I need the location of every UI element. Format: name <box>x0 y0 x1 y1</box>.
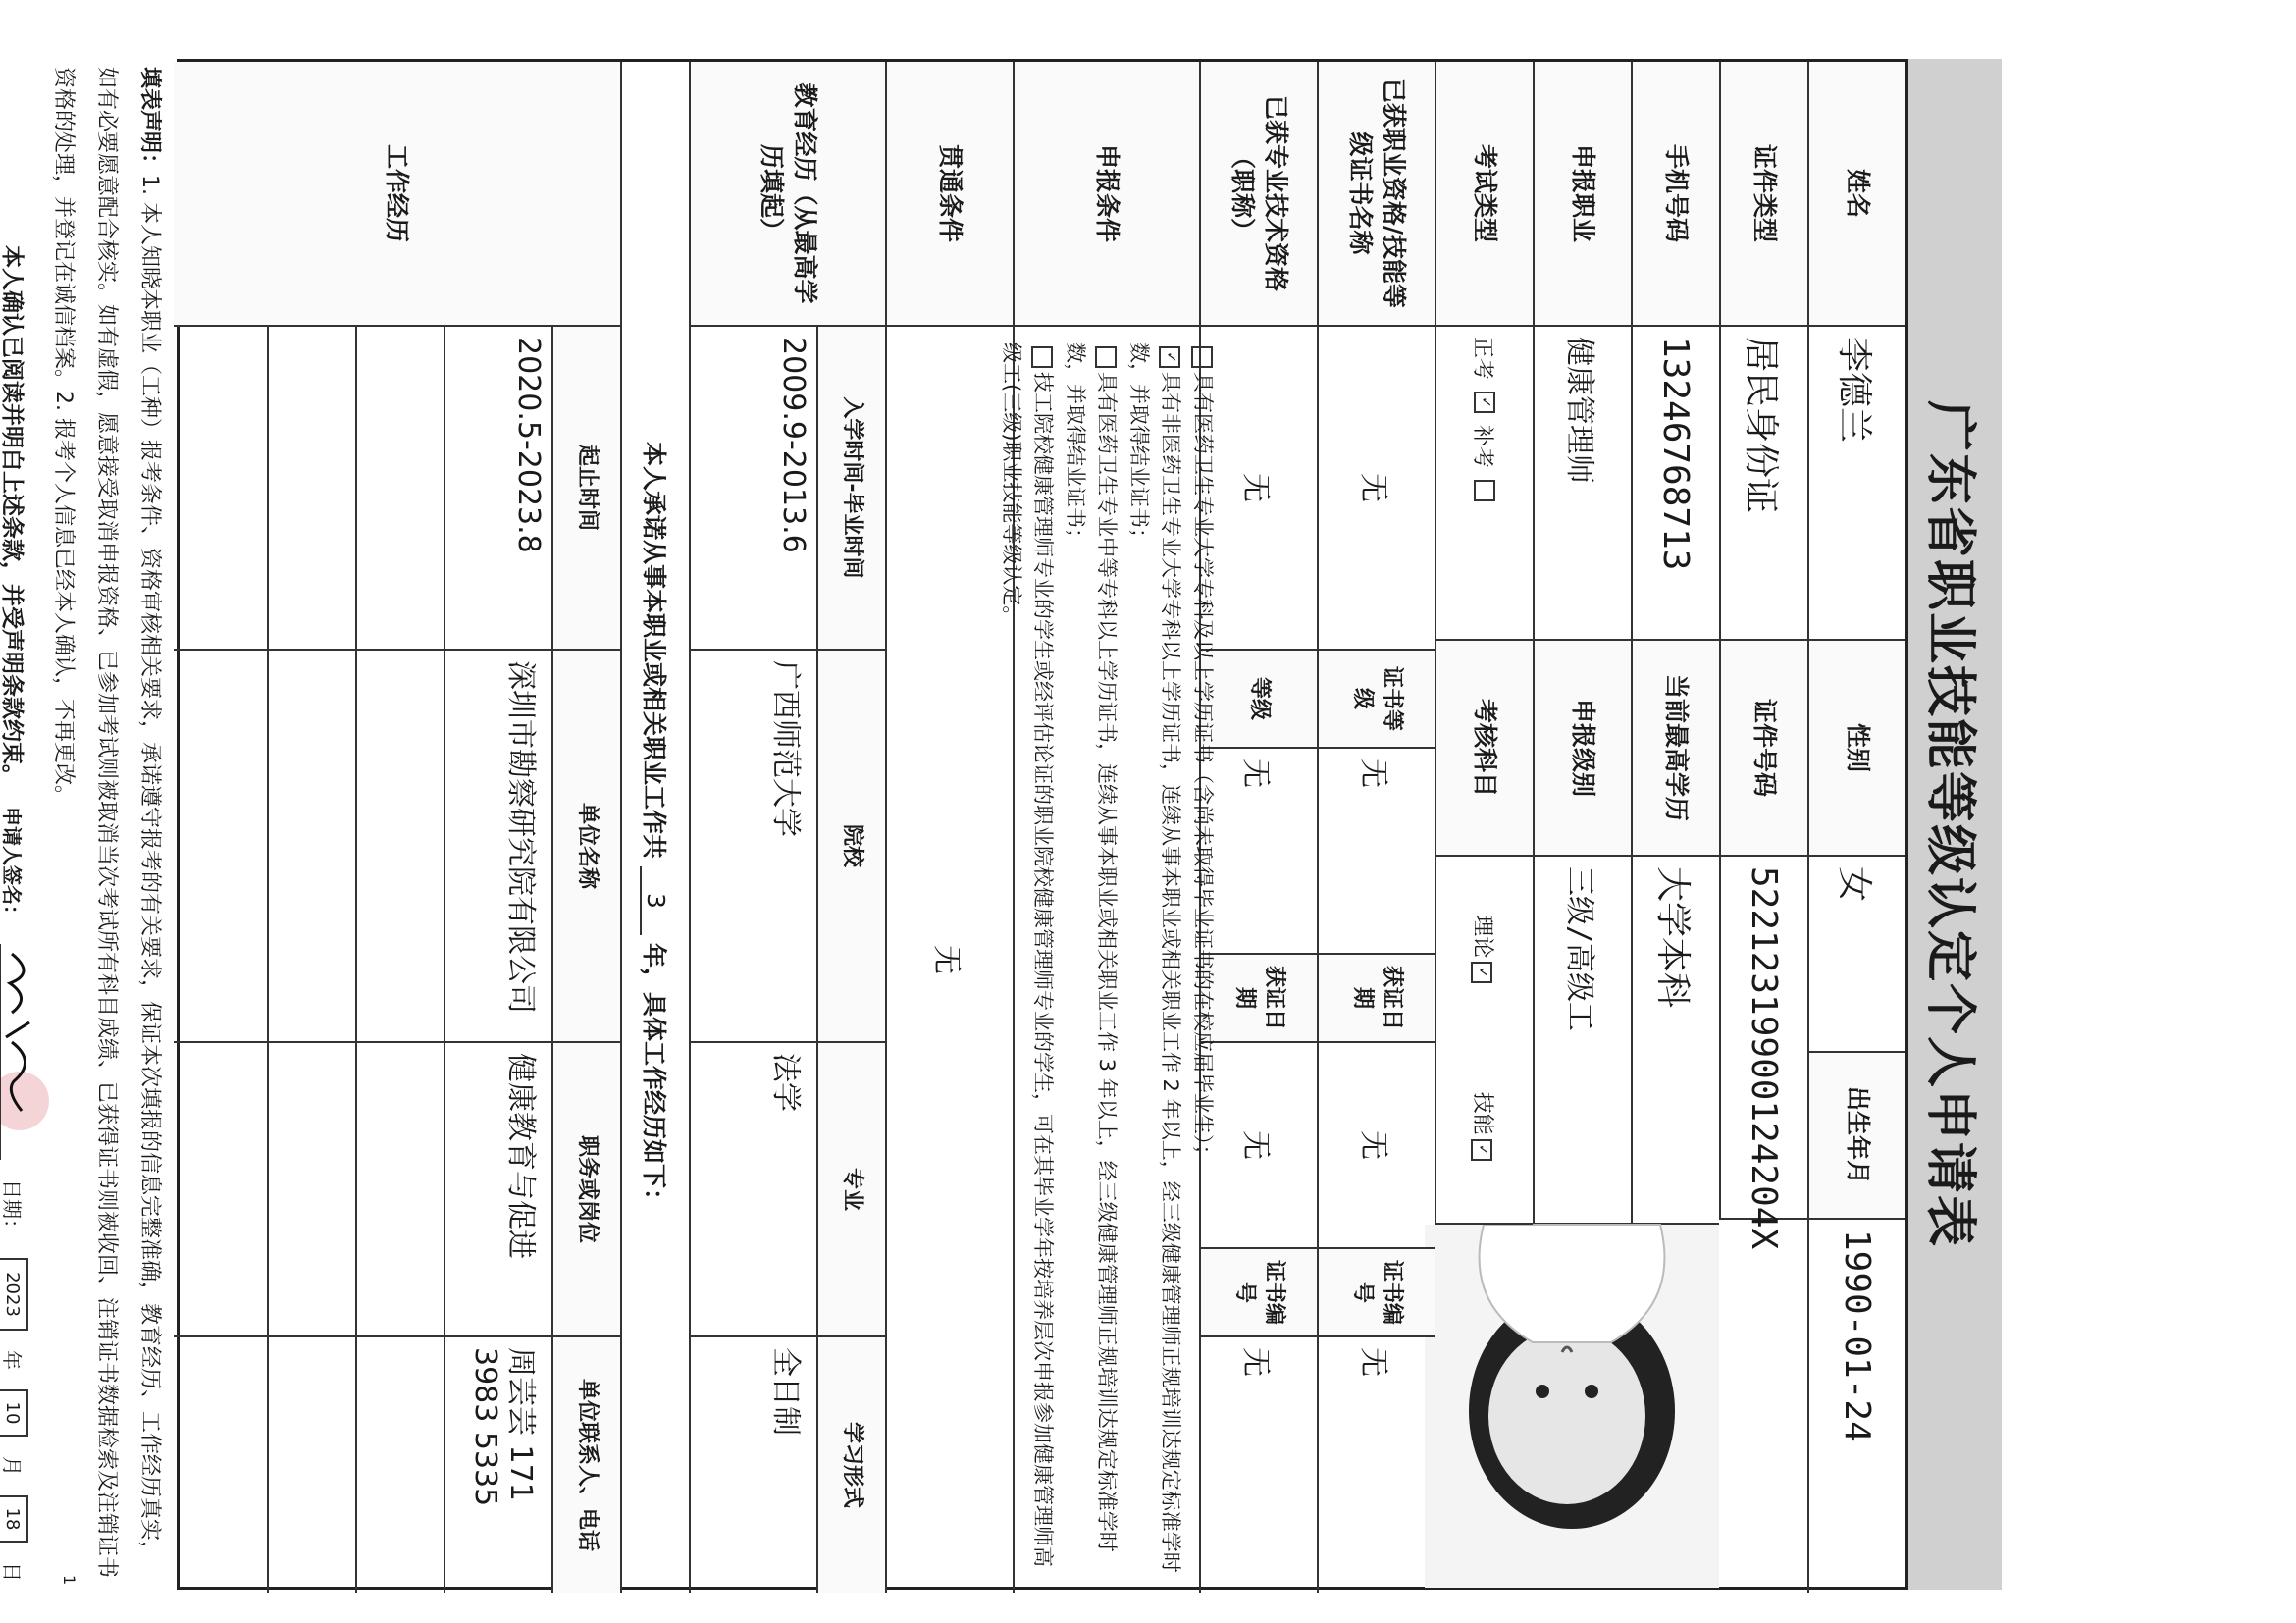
work-row-position: 健康教育与促进 <box>444 1043 551 1337</box>
date-month-box[interactable]: 10 <box>0 1389 29 1437</box>
signature-label: 申请人签名： <box>0 807 25 924</box>
form-title: 广东省职业技能等级认定个人申请表 <box>1920 399 1980 1248</box>
date-month-unit: 月 <box>0 1456 25 1476</box>
value-gender: 女 <box>1807 857 1905 1053</box>
work-row-contact: 周芸芸 171 3983 5335 <box>444 1337 551 1593</box>
work-empty-contact-2 <box>267 1337 355 1593</box>
work-empty-employer-2 <box>267 651 355 1043</box>
condition-checkbox-2[interactable]: ✓ <box>1159 346 1180 368</box>
work-empty-period-3 <box>174 327 267 651</box>
label-id-no: 证件号码 <box>1719 641 1807 857</box>
work-header-employer: 单位名称 <box>551 651 620 1043</box>
conditions-list <box>999 327 1215 1593</box>
work-empty-contact-1 <box>355 1337 444 1593</box>
date-label: 日期： <box>0 1179 25 1238</box>
declaration-heading: 填表声明： <box>137 67 162 176</box>
label-cert-obtained: 已获职业资格/技能等级证书名称 <box>1317 62 1435 327</box>
date-year-unit: 年 <box>0 1350 25 1370</box>
exam-subject-option-1: 理论 <box>1470 915 1495 959</box>
applicant-photo-image <box>1425 1225 1719 1588</box>
exam-subject-options <box>1435 857 1533 1225</box>
edu-header-enroll: 入学时间-毕业时间 <box>816 327 885 651</box>
condition-item-1: 具有医药卫生专业大学专科及以上学历证书（含尚未取得毕业证书的在校应届毕业生）； <box>1186 342 1219 1166</box>
label-level: 申报级别 <box>1533 641 1631 857</box>
declaration-confirm: 本人确认已阅读并明白上述条款，并受声明条款约束。 <box>0 245 26 787</box>
work-header-contact: 单位联系人、电话 <box>551 1337 620 1593</box>
work-empty-employer-3 <box>174 651 267 1043</box>
value-occupation: 健康管理师 <box>1533 327 1631 641</box>
exam-type-checkbox-1[interactable]: ✓ <box>1474 392 1495 413</box>
condition-checkbox-1[interactable] <box>1191 346 1213 368</box>
label-conditions: 申报条件 <box>1013 62 1199 327</box>
signature-row <box>0 67 41 1582</box>
label-cert-date: 获证日期 <box>1317 955 1435 1043</box>
value-cert-level: 无 <box>1317 749 1435 955</box>
work-empty-period-2 <box>267 327 355 651</box>
value-birth: 1990-01-24 <box>1807 1220 1905 1593</box>
label-gender: 性别 <box>1807 641 1905 857</box>
value-cert-name: 无 <box>1317 327 1435 651</box>
edu-header-form: 学习形式 <box>816 1337 885 1593</box>
label-work-history: 工作经历 <box>174 62 620 327</box>
label-title-obtained: 已获专业技术资格（职称） <box>1199 62 1317 327</box>
exam-subject-checkbox-1[interactable]: ✓ <box>1472 962 1493 983</box>
work-empty-position-3 <box>174 1043 267 1337</box>
signature-mark <box>0 944 41 1160</box>
condition-item-4: 技工院校健康管理师专业的学生或经评估论证的职业院校健康管理师专业的学生，可在其毕业学年按培养层次申报参加健康管理师高级工(三级)职业技能等级认定。 <box>999 342 1056 1567</box>
label-title-date: 获证日期 <box>1199 955 1317 1043</box>
handwritten-signature <box>0 944 41 1160</box>
work-statement-years: 3 <box>641 866 671 935</box>
work-statement-prefix: 本人承诺从事本职业或相关职业工作共 <box>640 441 668 859</box>
form-table <box>177 59 1908 1590</box>
value-cert-date: 无 <box>1317 1043 1435 1249</box>
exam-type-option-1: 正考 <box>1470 337 1495 381</box>
label-education: 当前最高学历 <box>1631 641 1719 857</box>
applicant-photo <box>1425 1225 1719 1588</box>
declaration-body <box>41 67 171 1582</box>
label-exam-type: 考试类型 <box>1435 62 1533 327</box>
edu-row-period: 2009.9-2013.6 <box>689 327 816 651</box>
label-cert-no: 证书编号 <box>1317 1249 1435 1337</box>
page-number: 1 <box>60 1575 78 1586</box>
label-occupation: 申报职业 <box>1533 62 1631 327</box>
exam-subject-option-2: 技能 <box>1470 1091 1495 1135</box>
title-bar <box>1908 59 2002 1590</box>
label-cert-level: 证书等级 <box>1317 651 1435 749</box>
value-level: 三级/高级工 <box>1533 857 1631 1225</box>
edu-header-major: 专业 <box>816 1043 885 1337</box>
condition-item-3: 具有医药卫生专业中等专科以上学历证书，连续从事本职业或相关职业工作 3 年以上，经三级健康管理师正规培训达规定标准学时数，并取得结业证书； <box>1063 342 1120 1552</box>
work-row-period: 2020.5-2023.8 <box>444 327 551 651</box>
work-header-position: 职务或岗位 <box>551 1043 620 1337</box>
work-empty-position-1 <box>355 1043 444 1337</box>
work-statement-suffix: 年，具体工作经历如下： <box>640 943 668 1214</box>
exam-type-checkbox-2[interactable] <box>1474 480 1495 501</box>
declaration-section <box>0 59 177 1590</box>
edu-header-school: 院校 <box>816 651 885 1043</box>
work-empty-position-2 <box>267 1043 355 1337</box>
date-day-box[interactable]: 18 <box>0 1495 29 1543</box>
edu-row-school: 广西师范大学 <box>689 651 816 1043</box>
value-title-date: 无 <box>1199 1043 1317 1249</box>
condition-item-2: ✓具有非医药卫生专业大学专科以上学历证书，连续从事本职业或相关职业工作 2 年以上，经三级健康管理师正规培训达规定标准学时数，并取得结业证书； <box>1126 342 1183 1573</box>
value-through: 无 <box>885 327 1013 1593</box>
value-education: 大学本科 <box>1631 857 1719 1225</box>
work-statement <box>620 62 689 1593</box>
date-year-box[interactable]: 2023 <box>0 1258 29 1331</box>
label-through: 贯通条件 <box>885 62 1013 327</box>
exam-type-option-2: 补考 <box>1470 425 1495 469</box>
exam-subject-checkbox-2[interactable]: ✓ <box>1472 1139 1493 1161</box>
exam-type-options <box>1435 327 1533 641</box>
value-title-no: 无 <box>1199 1337 1317 1593</box>
label-edu-history: 教育经历（从最高学历填起） <box>689 62 885 327</box>
label-id-type: 证件类型 <box>1719 62 1807 327</box>
condition-checkbox-3[interactable] <box>1095 346 1117 368</box>
work-row-employer: 深圳市勘察研究院有限公司 <box>444 651 551 1043</box>
edu-row-form: 全日制 <box>689 1337 816 1593</box>
date-day-unit: 日 <box>0 1562 25 1582</box>
work-empty-period-1 <box>355 327 444 651</box>
label-title-grade: 等级 <box>1199 651 1317 749</box>
value-title-name: 无 <box>1199 327 1317 651</box>
label-name: 姓名 <box>1807 62 1905 327</box>
edu-row-major: 法学 <box>689 1043 816 1337</box>
value-name: 李德兰 <box>1807 327 1905 641</box>
work-empty-employer-1 <box>355 651 444 1043</box>
label-title-no: 证书编号 <box>1199 1249 1317 1337</box>
label-phone: 手机号码 <box>1631 62 1719 327</box>
value-id-no: 52212319900124204X <box>1719 857 1807 1220</box>
value-id-type: 居民身份证 <box>1719 327 1807 641</box>
label-birth: 出生年月 <box>1807 1053 1905 1220</box>
value-cert-no: 无 <box>1317 1337 1435 1593</box>
value-phone: 13246768713 <box>1631 327 1719 641</box>
condition-checkbox-4[interactable] <box>1031 346 1053 368</box>
application-form-page <box>0 59 2002 1590</box>
work-empty-contact-3 <box>174 1337 267 1593</box>
work-header-period: 起止时间 <box>551 327 620 651</box>
label-exam-subject: 考核科目 <box>1435 641 1533 857</box>
value-title-grade: 无 <box>1199 749 1317 955</box>
declaration-text: 1. 本人知晓本职业（工种）报考条件、资格审核相关要求，承诺遵守报考的有关要求，保证本次填报的信息完整准确，教育经历、工作经历真实，如有必要愿意配合核实。如有虚假，愿意接受取消申报资格、已参加考试则被取消当次考试所有科目成绩、已获得证书则被收回、注销证书数据检索及注销证书资格的处理，并登记在诚信档案。2. 报考个人信息已经本人确认，不再更改。 <box>51 67 162 1579</box>
